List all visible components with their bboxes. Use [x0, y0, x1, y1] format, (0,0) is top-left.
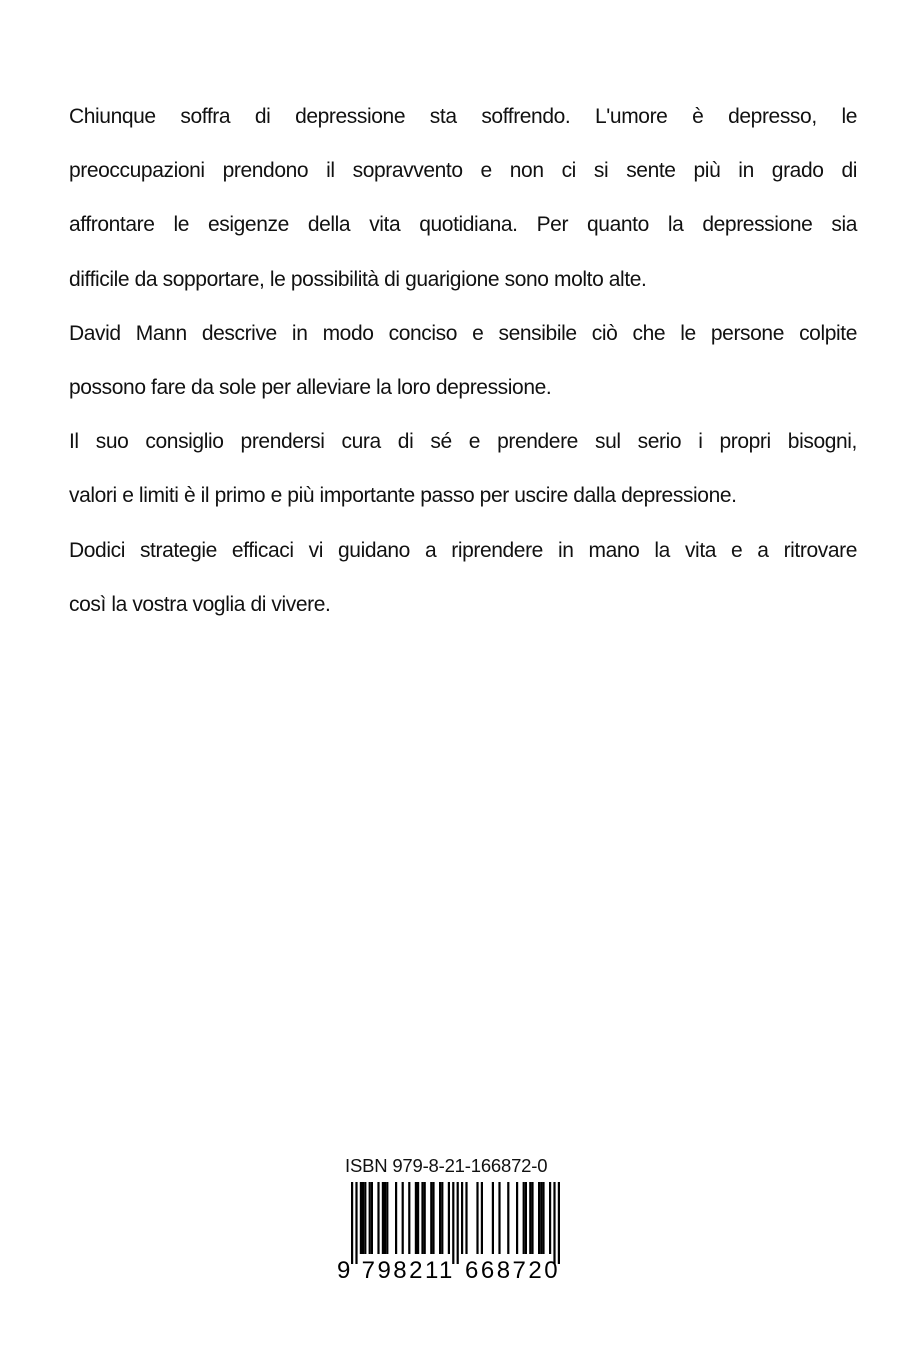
paragraph-line: Dodici strategie efficaci vi guidano a riprendere in mano la vita e a ritrovare [69, 538, 857, 562]
barcode-bar [415, 1182, 417, 1254]
barcode-bar [364, 1182, 366, 1254]
barcode-bar [476, 1182, 478, 1254]
barcode-bar [408, 1182, 410, 1254]
barcode-bar [362, 1182, 364, 1254]
barcode-bar [386, 1182, 388, 1254]
barcode-bar [558, 1182, 560, 1264]
barcode-bar [516, 1182, 518, 1254]
barcode-bar [553, 1182, 555, 1264]
paragraph-line: David Mann descrive in modo conciso e sensibile ciò che le persone colpite [69, 321, 857, 345]
isbn-label: ISBN 979-8-21-166872-0 [345, 1155, 548, 1176]
barcode-bar [439, 1182, 441, 1254]
paragraph-line: difficile da sopportare, le possibilità di guarigione sono molto alte. [69, 267, 647, 291]
barcode-bar [421, 1182, 423, 1254]
barcode-bar [529, 1182, 531, 1254]
barcode-bar [481, 1182, 483, 1254]
barcode-bar [360, 1182, 362, 1254]
barcode-bar [549, 1182, 551, 1254]
barcode-bar [452, 1182, 454, 1264]
barcode-bar [371, 1182, 373, 1254]
barcode-bar [355, 1182, 357, 1264]
barcode-bar [507, 1182, 509, 1254]
barcode-bar [441, 1182, 443, 1254]
paragraph-line: così la vostra voglia di vivere. [69, 592, 331, 616]
barcode-bar [384, 1182, 386, 1254]
barcode-bar [351, 1182, 353, 1264]
barcode-bar [525, 1182, 527, 1254]
paragraph-line: possono fare da sole per alleviare la loro depressione. [69, 375, 552, 399]
barcode-bar [465, 1182, 467, 1254]
barcode-bar [402, 1182, 404, 1254]
barcode-bar [531, 1182, 533, 1254]
paragraph-line: Chiunque soffra di depressione sta soffrendo. L'umore è depresso, le [69, 105, 857, 128]
barcode-bar [369, 1182, 371, 1254]
barcode-bar [498, 1182, 500, 1254]
barcode-bar [417, 1182, 419, 1254]
barcode-bar [424, 1182, 426, 1254]
barcode-bar [538, 1182, 540, 1254]
paragraph-line: preoccupazioni prendono il sopravvento e non ci si sente più in grado di [69, 159, 857, 183]
barcode-bar [523, 1182, 525, 1254]
barcode-bar [492, 1182, 494, 1254]
barcode-bar [542, 1182, 544, 1254]
isbn-barcode [335, 1178, 575, 1283]
barcode-bar [432, 1182, 434, 1254]
barcode-bar [382, 1182, 384, 1254]
barcode-bar [430, 1182, 432, 1254]
barcode-bar [395, 1182, 397, 1254]
barcode-digits: 798211 [361, 1257, 455, 1283]
barcode-digits: 9 [337, 1257, 353, 1283]
paragraph-line: affrontare le esigenze della vita quotidiana. Per quanto la depressione sia [69, 213, 857, 237]
barcode-bar [457, 1182, 459, 1264]
barcode-bar [461, 1182, 463, 1254]
barcode-digits: 668720 [465, 1257, 561, 1283]
barcode-bar [448, 1182, 450, 1254]
barcode-bar [377, 1182, 379, 1254]
paragraph-line: valori e limiti è il primo e più importante passo per uscire dalla depressione. [69, 484, 737, 508]
back-cover-description [69, 98, 857, 640]
paragraph-line: Il suo consiglio prendersi cura di sé e prendere sul serio i propri bisogni, [69, 430, 857, 454]
barcode-bar [540, 1182, 542, 1254]
